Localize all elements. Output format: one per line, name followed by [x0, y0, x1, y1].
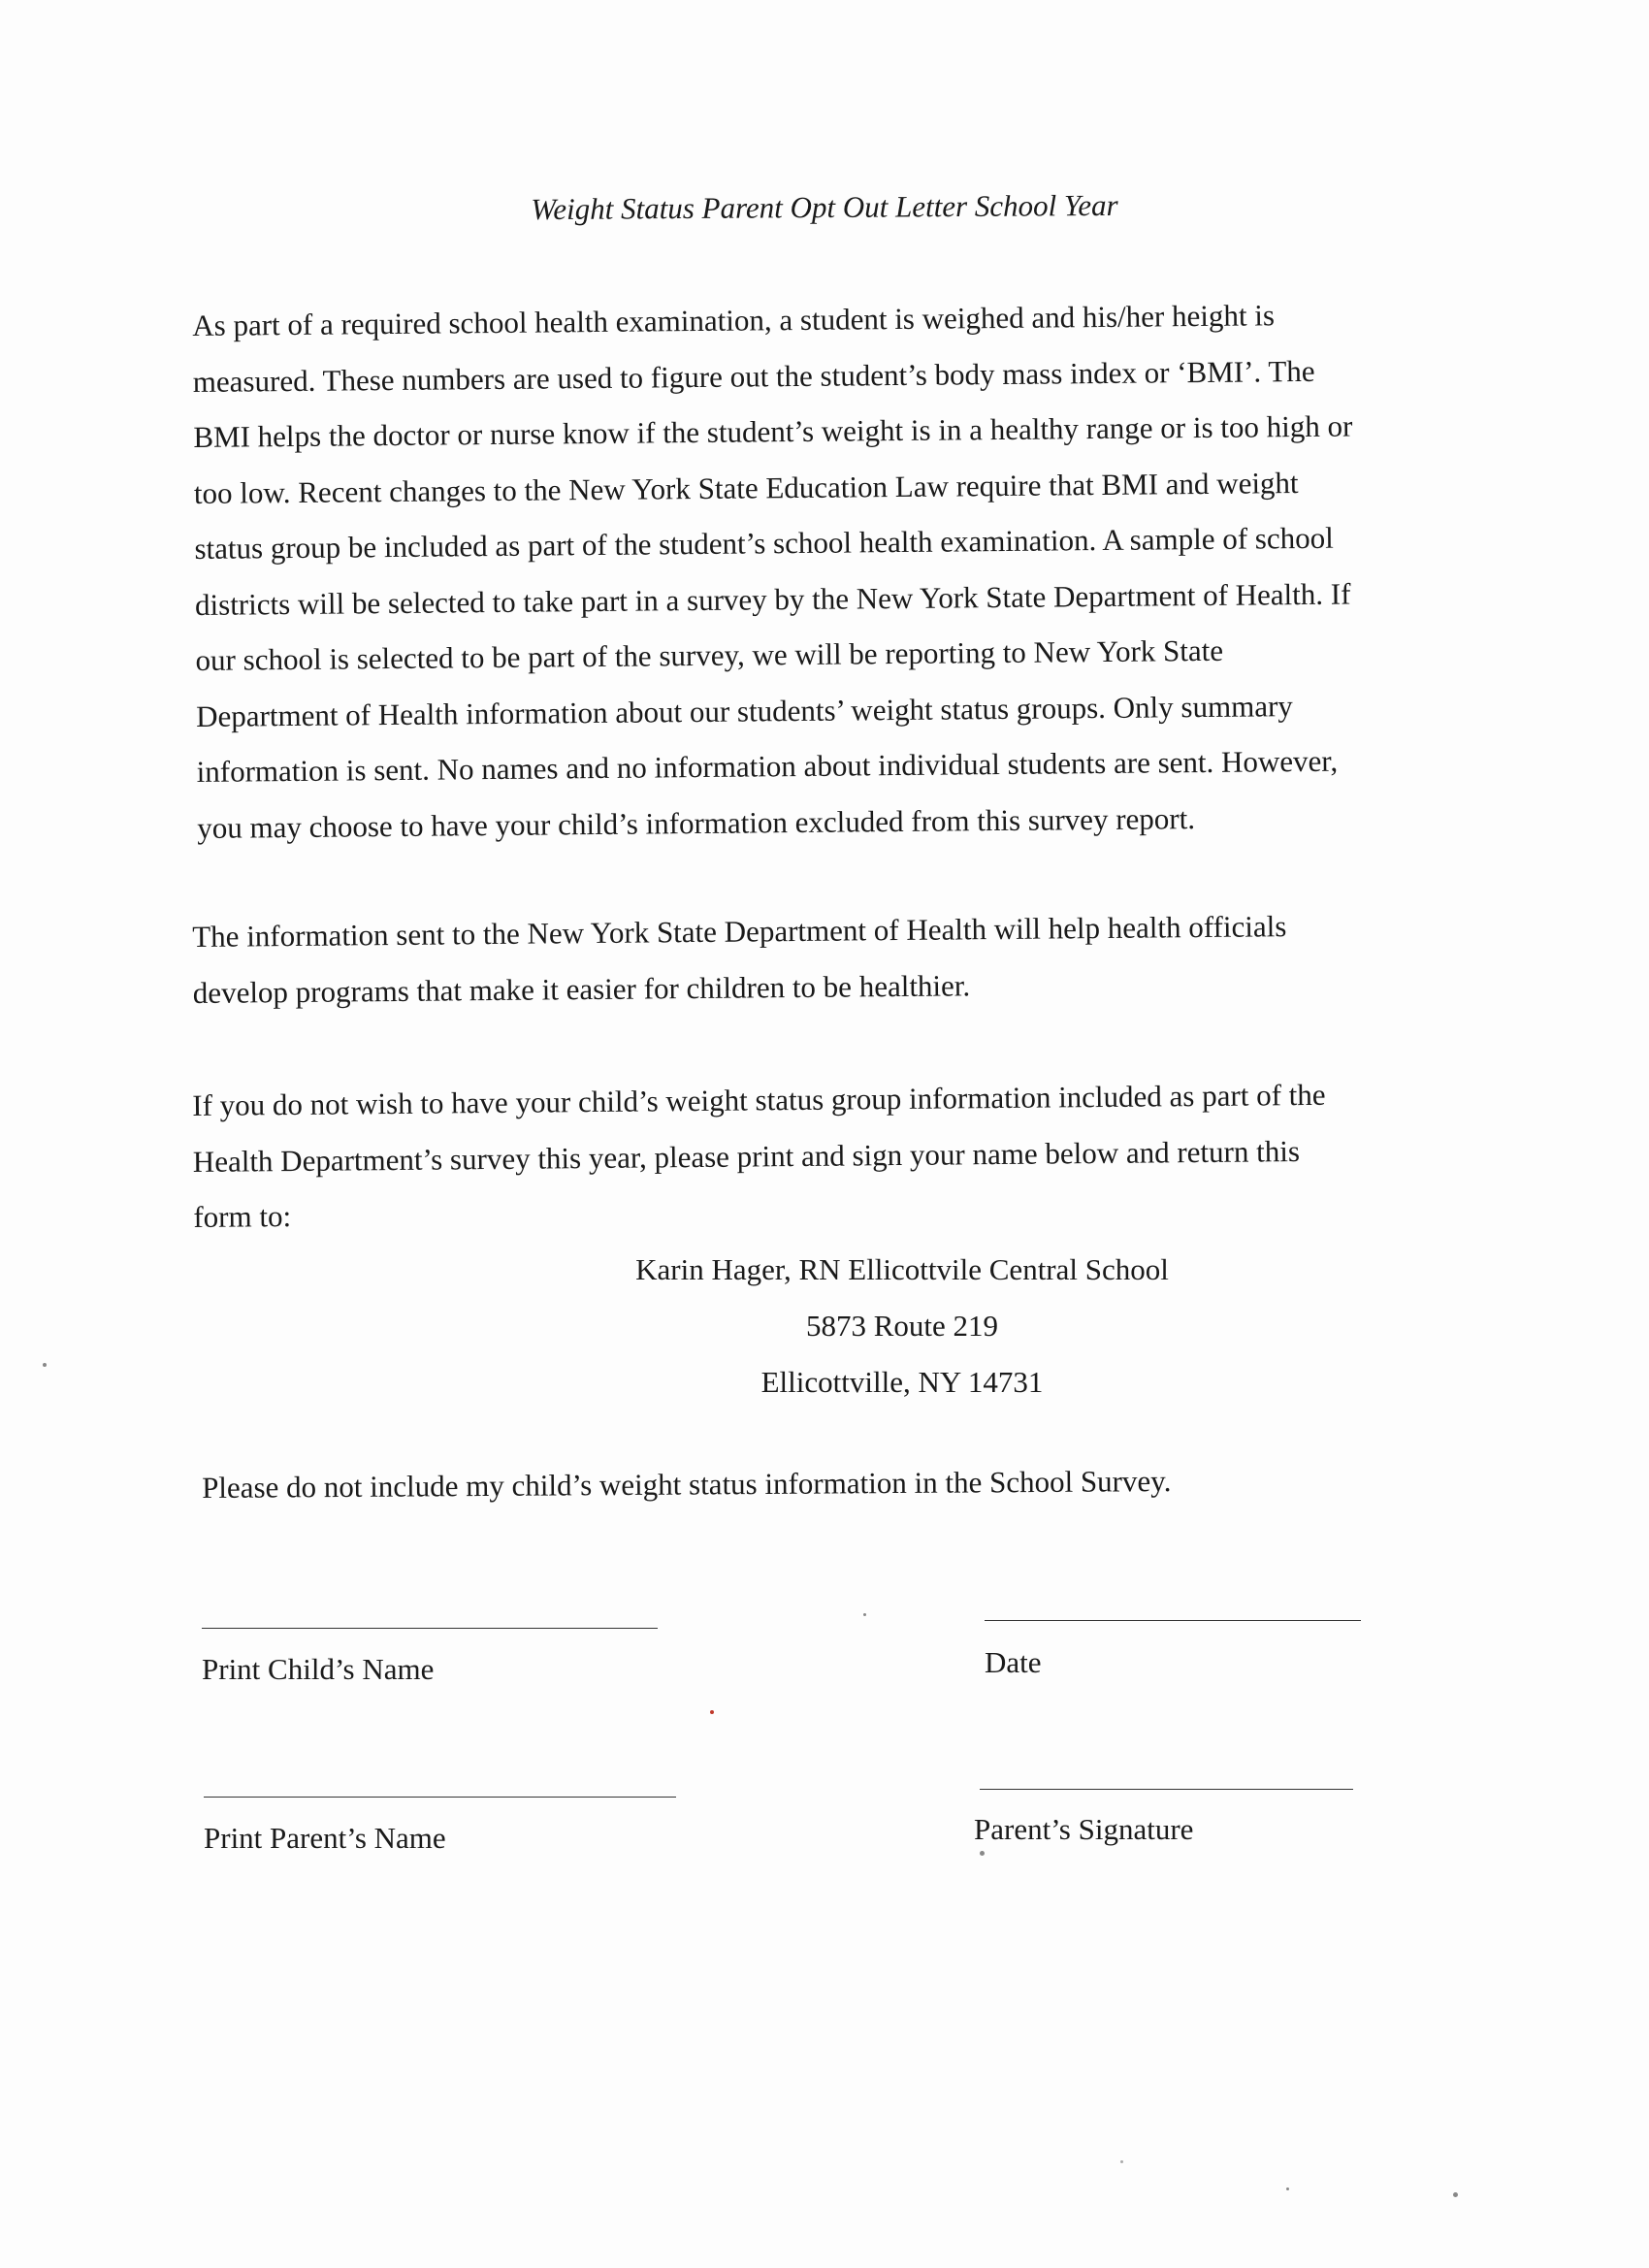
paragraph-line: our school is selected to be part of the survey, we will be reporting to New York State — [195, 632, 1224, 677]
paragraph-line: develop programs that make it easier for children to be healthier. — [192, 967, 971, 1010]
parent-signature-line[interactable] — [980, 1789, 1353, 1790]
parent-name-label: Print Parent’s Name — [204, 1821, 446, 1855]
scan-speck — [1120, 2160, 1123, 2163]
paragraph-line: The information sent to the New York State Department of Health will help health officials — [192, 909, 1287, 954]
scan-speck — [710, 1710, 714, 1714]
scan-speck — [1286, 2187, 1289, 2190]
paragraph-line: status group be included as part of the student’s school health examination. A sample of school — [194, 520, 1334, 566]
paragraph-bmi-explanation — [192, 285, 1477, 856]
child-name-line[interactable] — [202, 1628, 658, 1629]
paragraph-line: too low. Recent changes to the New York State Education Law require that BMI and weight — [193, 465, 1299, 510]
paragraph-health-programs — [192, 896, 1473, 1021]
paragraph-line: form to: — [193, 1199, 292, 1234]
paragraph-line: Department of Health information about our students’ weight status groups. Only summary — [195, 688, 1293, 733]
paragraph-line: Health Department’s survey this year, please print and sign your name below and return this — [192, 1133, 1301, 1179]
opt-out-statement: Please do not include my child’s weight status information in the School Survey. — [202, 1464, 1172, 1505]
address-line-3: Ellicottville, NY 14731 — [760, 1365, 1044, 1399]
document-title: Weight Status Parent Opt Out Letter School Year — [531, 187, 1118, 227]
paragraph-line: measured. These numbers are used to figure out the student’s body mass index or ‘BMI’. The — [192, 353, 1315, 399]
date-line[interactable] — [985, 1620, 1361, 1621]
scan-speck — [43, 1363, 47, 1367]
scan-speck — [863, 1613, 866, 1616]
paragraph-line: you may choose to have your child’s information excluded from this survey report. — [197, 800, 1196, 845]
child-name-label: Print Child’s Name — [202, 1652, 435, 1686]
paragraph-line: districts will be selected to take part in a survey by the New York State Department of Health. If — [194, 576, 1351, 622]
date-label: Date — [985, 1645, 1042, 1679]
paragraph-line: If you do not wish to have your child’s weight status group information included as part of the — [192, 1077, 1326, 1122]
parent-signature-label: Parent’s Signature — [974, 1812, 1194, 1846]
paragraph-line: information is sent. No names and no information about individual students are sent. However, — [196, 743, 1339, 789]
parent-name-line[interactable] — [204, 1797, 676, 1798]
scan-speck — [1453, 2192, 1458, 2197]
return-address — [0, 1242, 1649, 1410]
address-line-2: 5873 Route 219 — [805, 1309, 999, 1343]
paragraph-line: BMI helps the doctor or nurse know if the student’s weight is in a healthy range or is too high or — [193, 408, 1353, 454]
paragraph-line: As part of a required school health examination, a student is weighed and his/her height is — [192, 298, 1276, 342]
paragraph-opt-out-instructions — [192, 1065, 1474, 1245]
scan-speck — [980, 1851, 985, 1856]
address-line-1: Karin Hager, RN Ellicottvile Central School — [635, 1252, 1169, 1286]
